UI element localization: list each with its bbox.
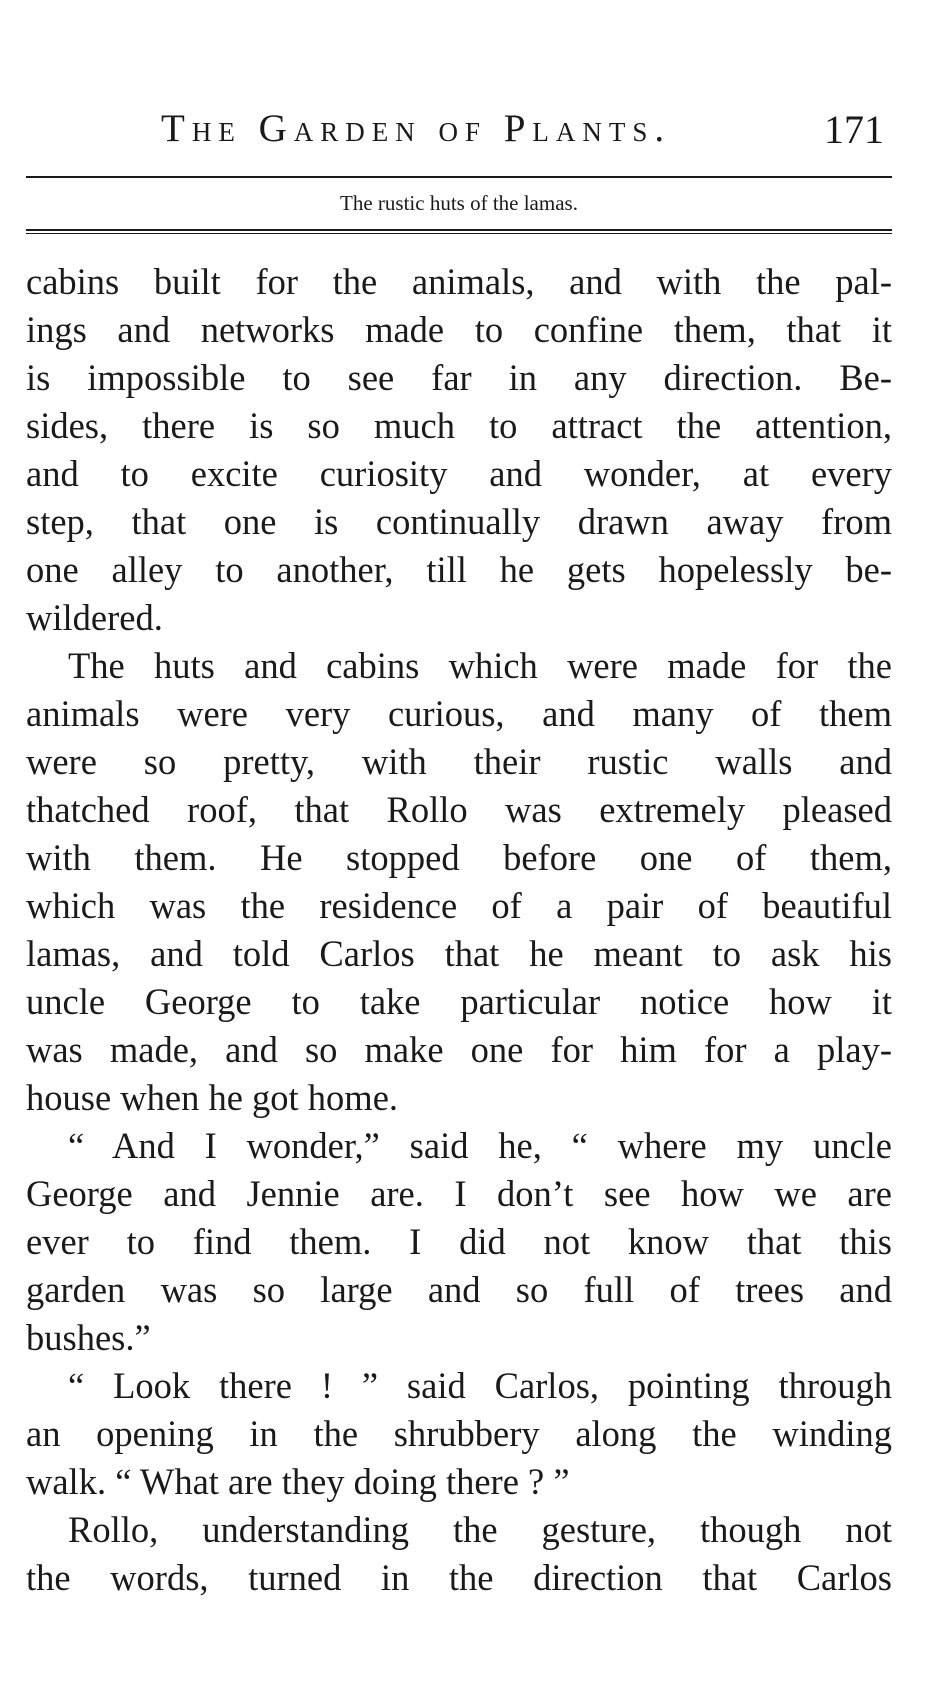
text-line: house when he got home. — [26, 1077, 399, 1118]
paragraph — [26, 1362, 892, 1506]
text-line: cabins built for the animals, and with the pal- — [26, 261, 892, 302]
text-line: The huts and cabins which were made for the — [68, 645, 892, 686]
text-line: thatched roof, that Rollo was extremely pleased — [26, 789, 892, 830]
text-line: wildered. — [26, 597, 163, 638]
header-rule-top — [26, 176, 892, 178]
text-line: ings and networks made to confine them, that it — [26, 309, 892, 350]
text-line: “ And I wonder,” said he, “ where my uncle — [68, 1125, 892, 1166]
text-line: “ Look there ! ” said Carlos, pointing through — [68, 1365, 892, 1406]
text-line: one alley to another, till he gets hopelessly be- — [26, 549, 892, 590]
text-line: with them. He stopped before one of them, — [26, 837, 892, 878]
text-line: were so pretty, with their rustic walls and — [26, 741, 892, 782]
text-line: garden was so large and so full of trees and — [26, 1269, 892, 1310]
text-line: bushes.” — [26, 1317, 151, 1358]
text-line: is impossible to see far in any direction. Be- — [26, 357, 892, 398]
header-rule-bottom — [26, 229, 892, 231]
text-line: and to excite curiosity and wonder, at every — [26, 453, 892, 494]
text-line: the words, turned in the direction that Carlos — [26, 1557, 892, 1598]
text-line: ever to find them. I did not know that this — [26, 1221, 892, 1262]
text-line: an opening in the shrubbery along the winding — [26, 1413, 892, 1454]
running-title: The Garden of Plants. — [161, 107, 672, 150]
paragraph — [26, 258, 892, 642]
text-line: which was the residence of a pair of beautiful — [26, 885, 892, 926]
section-subtitle: The rustic huts of the lamas. — [340, 191, 578, 215]
text-line: lamas, and told Carlos that he meant to ask his — [26, 933, 892, 974]
body-text — [26, 258, 892, 1602]
header-rule-bottom-thin — [26, 233, 892, 234]
text-line: Rollo, understanding the gesture, though not — [68, 1509, 892, 1550]
paragraph — [26, 642, 892, 1122]
text-line: walk. “ What are they doing there ? ” — [26, 1461, 570, 1502]
paragraph — [26, 1506, 892, 1602]
text-line: was made, and so make one for him for a play- — [26, 1029, 892, 1070]
text-line: step, that one is continually drawn away from — [26, 501, 892, 542]
running-head — [26, 106, 894, 156]
text-line: uncle George to take particular notice how it — [26, 981, 892, 1022]
text-line: animals were very curious, and many of them — [26, 693, 892, 734]
text-line: George and Jennie are. I don’t see how we are — [26, 1173, 892, 1214]
page-number: 171 — [824, 107, 884, 152]
text-line: sides, there is so much to attract the attention, — [26, 405, 892, 446]
paragraph — [26, 1122, 892, 1362]
